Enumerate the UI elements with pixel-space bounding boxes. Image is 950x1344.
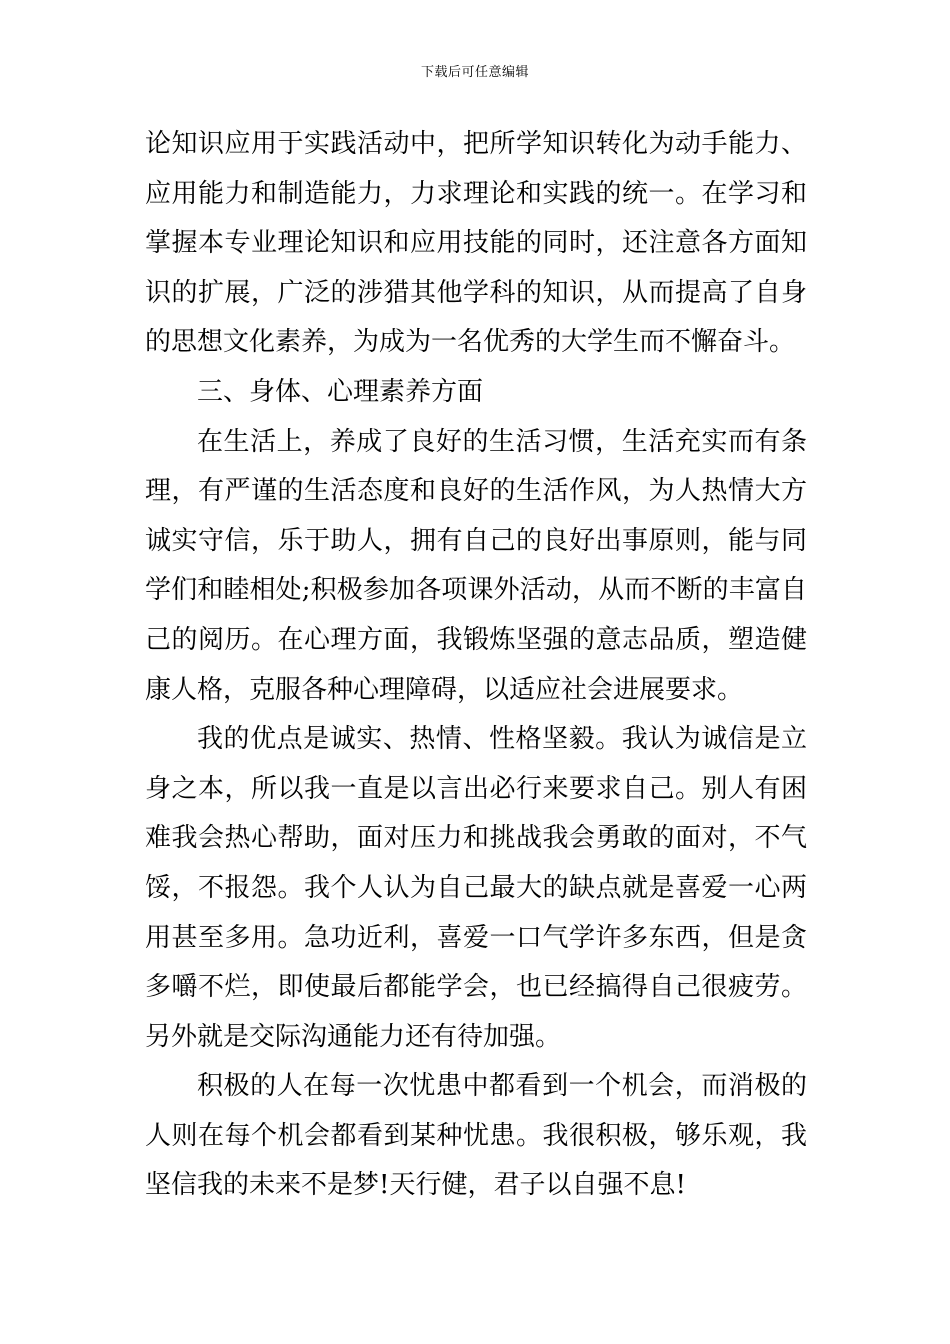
text-line: 在生活上，养成了良好的生活习惯，生活充实而有条 <box>197 426 807 457</box>
text-line: 难我会热心帮助，面对压力和挑战我会勇敢的面对，不气 <box>145 823 807 854</box>
text-line: 积极的人在每一次忧患中都看到一个机会，而消极的 <box>197 1071 807 1102</box>
text-line: 身之本，所以我一直是以言出必行来要求自己。别人有困 <box>145 773 807 804</box>
section-heading <box>145 368 807 418</box>
paragraph <box>145 715 807 1062</box>
text-line: 用甚至多用。急功近利，喜爱一口气学许多东西，但是贪 <box>145 922 807 953</box>
text-line: 人则在每个机会都看到某种忧患。我很积极，够乐观，我 <box>145 1120 807 1151</box>
text-line: 馁，不报怨。我个人认为自己最大的缺点就是喜爱一心两 <box>145 872 807 903</box>
text-line: 理，有严谨的生活态度和良好的生活作风，为人热情大方 <box>145 476 807 507</box>
page-header: 下载后可任意编辑 <box>420 65 529 80</box>
paragraph <box>145 418 807 716</box>
paragraph <box>145 1062 807 1211</box>
paragraph <box>145 120 807 368</box>
text-line: 坚信我的未来不是梦!天行健，君子以自强不息! <box>145 1170 686 1201</box>
text-line: 另外就是交际沟通能力还有待加强。 <box>145 1021 562 1052</box>
text-line: 掌握本专业理论知识和应用技能的同时，还注意各方面知 <box>145 228 807 259</box>
text-line: 诚实守信，乐于助人，拥有自己的良好出事原则，能与同 <box>145 525 807 556</box>
text-line: 康人格，克服各种心理障碍，以适应社会进展要求。 <box>145 674 744 705</box>
document-body <box>145 120 807 1211</box>
text-line: 论知识应用于实践活动中，把所学知识转化为动手能力、 <box>145 129 807 159</box>
text-line: 我的优点是诚实、热情、性格坚毅。我认为诚信是立 <box>197 724 807 755</box>
text-line: 多嚼不烂，即使最后都能学会，也已经搞得自己很疲劳。 <box>145 972 807 1003</box>
text-line: 的思想文化素养，为成为一名优秀的大学生而不懈奋斗。 <box>145 327 796 358</box>
text-line: 己的阅历。在心理方面，我锻炼坚强的意志品质，塑造健 <box>145 624 807 655</box>
text-line: 识的扩展，广泛的涉猎其他学科的知识，从而提高了自身 <box>145 277 807 308</box>
text-line: 三、身体、心理素养方面 <box>197 376 484 407</box>
text-line: 应用能力和制造能力，力求理论和实践的统一。在学习和 <box>145 178 807 209</box>
text-line: 学们和睦相处;积极参加各项课外活动，从而不断的丰富自 <box>145 575 807 606</box>
